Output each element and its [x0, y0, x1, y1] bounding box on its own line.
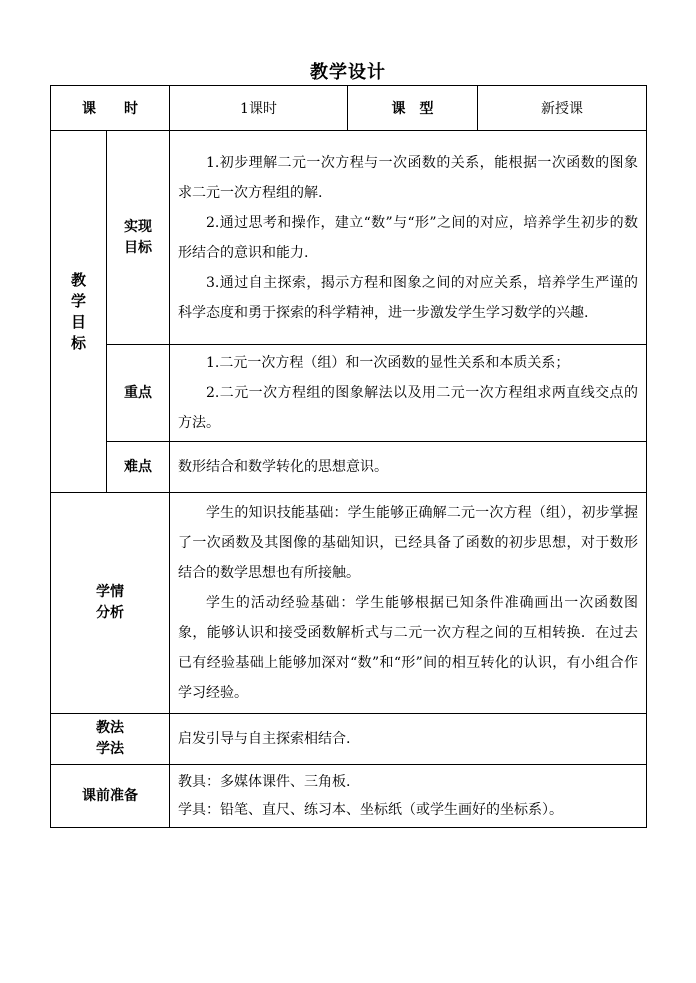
objective-item: 1.初步理解二元一次方程与一次函数的关系，能根据一次函数的图象求二元一次方程组的解. — [178, 154, 638, 201]
prep-row — [51, 765, 647, 828]
key-point-label: 重点 — [107, 345, 170, 442]
achieve-objective-label: 实现 目标 — [107, 131, 170, 345]
key-point-content — [170, 345, 647, 442]
key-point-item: 1.二元一次方程（组）和一次函数的显性关系和本质关系； — [206, 355, 570, 371]
method-row — [51, 714, 647, 765]
period-label: 课 时 — [51, 86, 170, 131]
analysis-row — [51, 493, 647, 714]
period-value: 1课时 — [170, 86, 348, 131]
difficulty-label: 难点 — [107, 442, 170, 493]
objective-item: 3.通过自主探索，揭示方程和图象之间的对应关系，培养学生严谨的科学态度和勇于探索的科学精神，进一步激发学生学习数学的兴趣. — [178, 274, 638, 321]
page-title: 教学设计 — [310, 62, 386, 83]
teaching-objective-label: 教学目标 — [51, 131, 107, 493]
achieve-objective-content — [170, 131, 647, 345]
key-point-item: 2.二元一次方程组的图象解法以及用二元一次方程组求两直线交点的方法。 — [178, 385, 638, 431]
type-value: 新授课 — [478, 86, 647, 131]
prep-content — [170, 765, 647, 828]
prep-label: 课前准备 — [51, 765, 170, 828]
difficulty-row — [51, 442, 647, 493]
analysis-label: 学情 分析 — [51, 493, 170, 714]
lesson-design-table — [50, 85, 647, 828]
type-label: 课 型 — [348, 86, 478, 131]
analysis-paragraph: 学生的活动经验基础：学生能够根据已知条件准确画出一次函数图象，能够认识和接受函数解析式与二元一次方程之间的互相转换．在过去已有经验基础上能够加深对“数”和“形”间的相互转化的认识，有小组合作学习经验。 — [178, 595, 638, 701]
method-label: 教法 学法 — [51, 714, 170, 765]
objective-item: 2.通过思考和操作，建立“数”与“形”之间的对应，培养学生初步的数形结合的意识和能力. — [178, 214, 638, 261]
method-content: 启发引导与自主探索相结合. — [170, 714, 647, 765]
difficulty-content: 数形结合和数学转化的思想意识。 — [170, 442, 647, 493]
prep-line: 教具：多媒体课件、三角板. — [178, 774, 351, 790]
key-point-row — [51, 345, 647, 442]
analysis-content — [170, 493, 647, 714]
analysis-paragraph: 学生的知识技能基础：学生能够正确解二元一次方程（组），初步掌握了一次函数及其图像的基础知识，已经具备了函数的初步思想，对于数形结合的数学思想也有所接触。 — [178, 505, 638, 581]
prep-line: 学具：铅笔、直尺、练习本、坐标纸（或学生画好的坐标系）。 — [178, 802, 563, 818]
header-row — [51, 86, 647, 131]
achieve-objective-row — [51, 131, 647, 345]
